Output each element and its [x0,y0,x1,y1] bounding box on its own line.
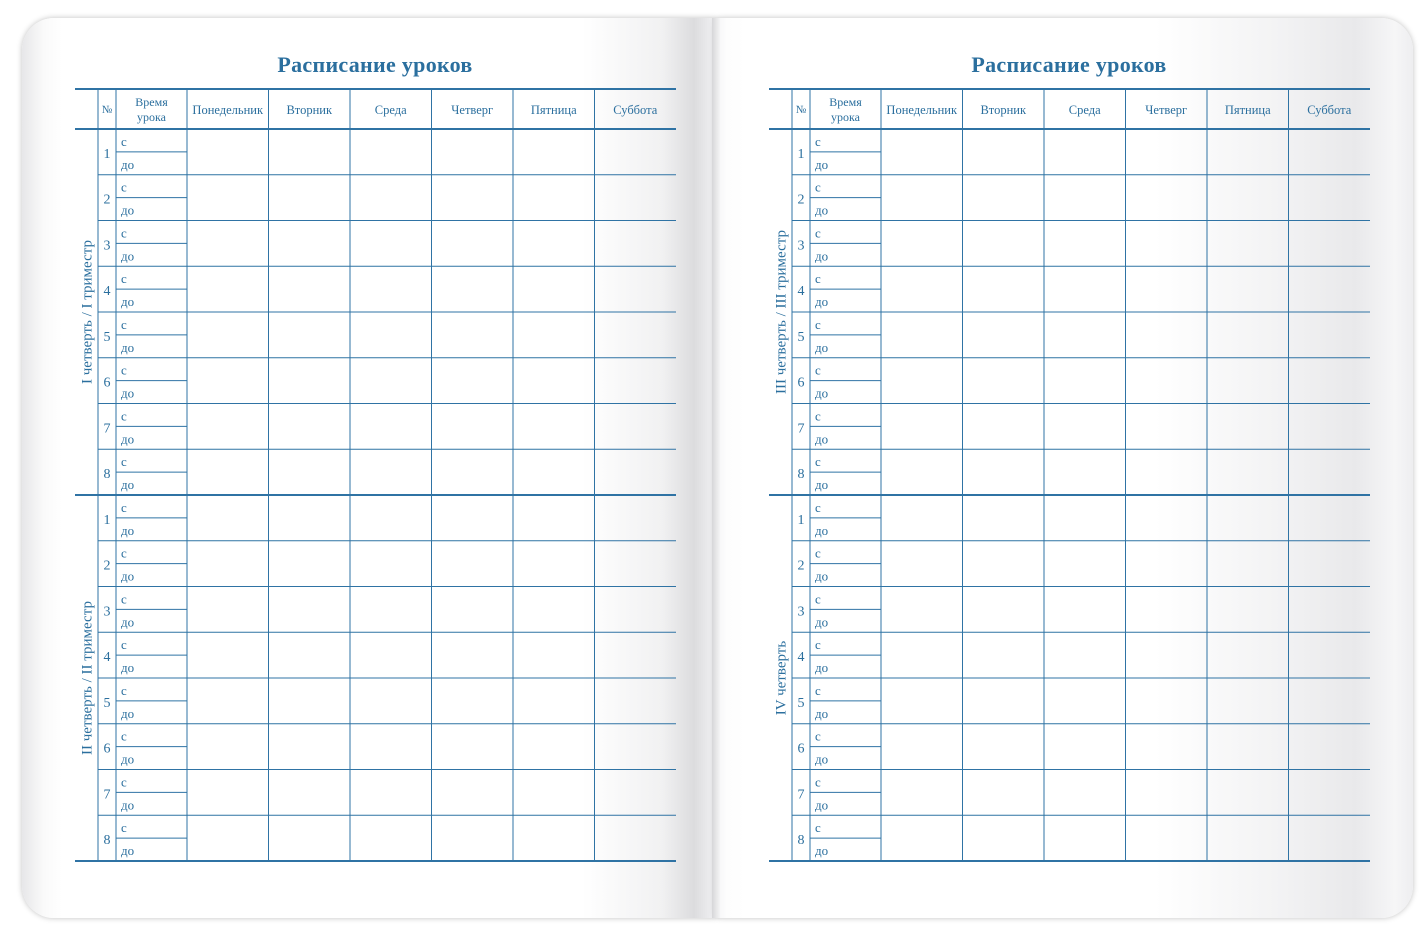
time-from-label: с [121,774,127,790]
section-label: III четверть / III триместр [773,230,790,394]
time-from-label: с [815,774,821,790]
lesson-number: 3 [797,604,805,620]
time-from-label: с [815,820,821,836]
time-from-label: с [815,637,821,653]
time-from-label: с [121,271,127,287]
time-to-label: до [121,797,135,813]
time-to-label: до [121,248,135,264]
time-to-label: до [815,385,829,401]
header-day-1: Понедельник [886,103,958,117]
header-time-line2: урока [831,110,860,124]
time-to-label: до [815,614,829,630]
time-to-label: до [815,705,829,721]
lesson-number: 1 [103,512,111,528]
time-to-label: до [121,522,135,538]
time-to-label: до [121,202,135,218]
lesson-number: 1 [797,146,805,162]
lesson-number: 7 [797,787,805,803]
section-label: II четверть / II триместр [79,601,96,755]
lesson-number: 1 [103,146,111,162]
time-from-label: с [121,454,127,470]
left-schedule-table [75,89,676,861]
time-to-label: до [815,751,829,767]
time-from-label: с [815,133,821,149]
right-schedule-table [769,89,1370,861]
lesson-number: 8 [103,833,111,849]
time-to-label: до [121,339,135,355]
time-to-label: до [815,660,829,675]
lesson-number: 5 [797,329,805,345]
lesson-number: 6 [103,741,111,757]
lesson-number: 5 [797,695,805,711]
time-from-label: с [815,362,821,378]
lesson-number: 5 [103,329,111,345]
time-to-label: до [815,248,829,264]
header-day-3: Среда [374,103,407,117]
time-to-label: до [815,843,829,858]
header-day-4: Четверг [1145,103,1188,117]
time-to-label: до [121,614,135,630]
lesson-number: 2 [103,558,111,574]
header-day-6: Суббота [613,103,658,117]
time-from-label: с [815,271,821,287]
lesson-number: 7 [103,787,111,803]
time-from-label: с [815,591,821,607]
time-to-label: до [815,522,829,538]
lesson-number: 3 [797,238,805,254]
header-time-line1: Время [829,95,862,109]
time-from-label: с [121,408,127,424]
time-from-label: с [815,225,821,241]
lesson-number: 8 [797,833,805,849]
header-day-5: Пятница [1224,103,1271,117]
time-to-label: до [121,705,135,721]
lesson-number: 4 [797,650,805,666]
time-from-label: с [815,499,821,515]
lesson-number: 5 [103,695,111,711]
time-to-label: до [121,477,135,492]
time-from-label: с [121,545,127,561]
time-from-label: с [121,225,127,241]
time-from-label: с [121,179,127,195]
time-to-label: до [815,202,829,218]
time-to-label: до [121,568,135,584]
time-to-label: до [121,431,135,447]
header-number: № [795,104,807,116]
section-label: I четверть / I триместр [79,240,96,384]
time-to-label: до [815,156,829,172]
time-from-label: с [121,682,127,698]
time-to-label: до [815,568,829,584]
header-number: № [101,104,113,116]
time-to-label: до [815,339,829,355]
time-to-label: до [815,294,829,309]
header-day-6: Суббота [1307,103,1352,117]
lesson-number: 6 [797,375,805,391]
time-from-label: с [121,637,127,653]
time-from-label: с [121,728,127,744]
time-from-label: с [815,316,821,332]
lesson-number: 1 [797,512,805,528]
header-day-4: Четверг [451,103,494,117]
lesson-number: 6 [103,375,111,391]
time-to-label: до [815,431,829,447]
time-from-label: с [121,499,127,515]
time-from-label: с [121,820,127,836]
time-to-label: до [121,843,135,858]
lesson-number: 8 [103,467,111,483]
time-from-label: с [121,362,127,378]
header-day-3: Среда [1068,103,1101,117]
header-day-2: Вторник [980,103,1027,117]
right-page-title: Расписание уроков [971,52,1167,77]
lesson-number: 4 [797,284,805,300]
time-from-label: с [815,545,821,561]
time-to-label: до [815,797,829,813]
left-page-title: Расписание уроков [277,52,473,77]
time-from-label: с [815,682,821,698]
lesson-number: 3 [103,604,111,620]
time-to-label: до [121,660,135,675]
time-from-label: с [121,591,127,607]
time-from-label: с [815,728,821,744]
time-to-label: до [121,294,135,309]
header-day-5: Пятница [530,103,577,117]
lesson-number: 7 [797,421,805,437]
header-day-1: Понедельник [192,103,264,117]
header-day-2: Вторник [286,103,333,117]
time-to-label: до [121,156,135,172]
time-to-label: до [121,385,135,401]
time-from-label: с [815,454,821,470]
lesson-number: 4 [103,284,111,300]
lesson-number: 3 [103,238,111,254]
lesson-number: 4 [103,650,111,666]
time-from-label: с [121,316,127,332]
time-to-label: до [121,751,135,767]
lesson-number: 2 [797,558,805,574]
lesson-number: 6 [797,741,805,757]
section-label: IV четверть [773,640,790,716]
time-from-label: с [815,179,821,195]
lesson-number: 2 [797,192,805,208]
time-to-label: до [815,477,829,492]
header-time-line2: урока [137,110,166,124]
time-from-label: с [815,408,821,424]
lesson-number: 7 [103,421,111,437]
lesson-number: 2 [103,192,111,208]
header-time-line1: Время [135,95,168,109]
lesson-number: 8 [797,467,805,483]
time-from-label: с [121,133,127,149]
